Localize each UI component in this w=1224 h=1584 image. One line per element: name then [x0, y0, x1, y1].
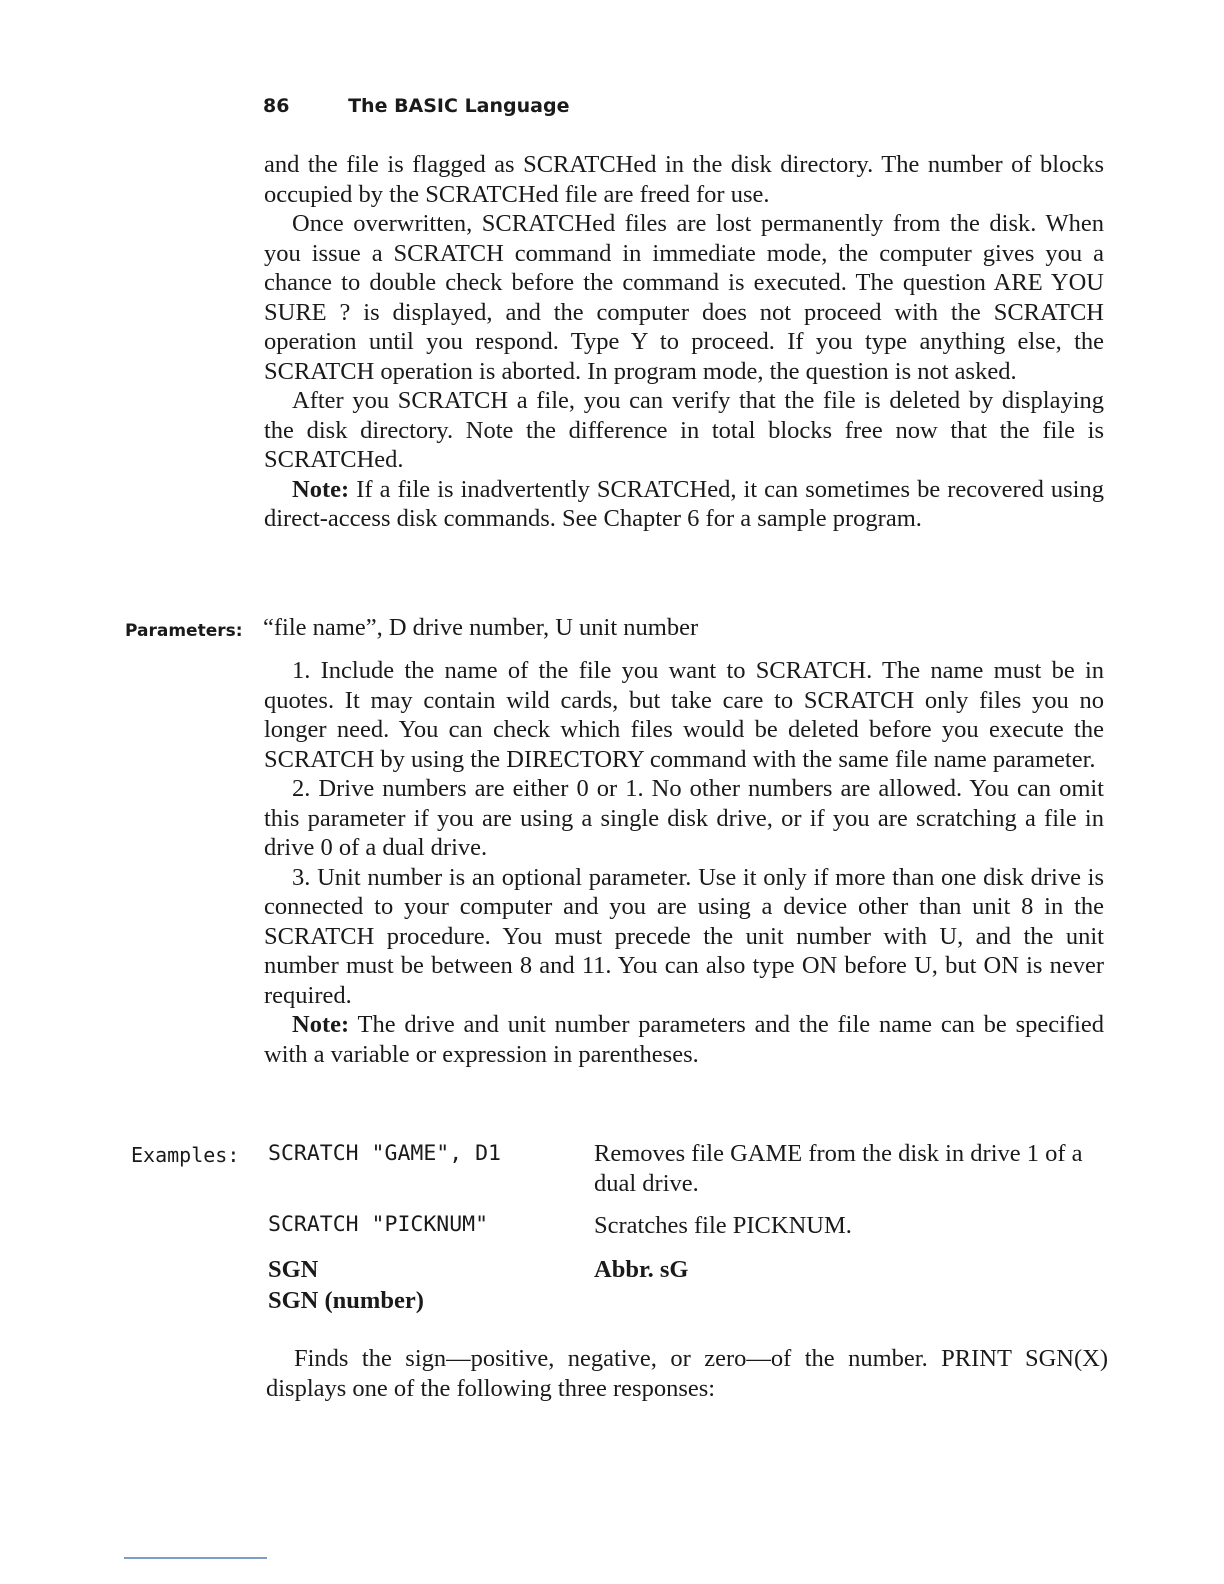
- intro-note: [264, 475, 1104, 534]
- examples-label: Examples:: [131, 1143, 240, 1167]
- intro-section: [264, 150, 1104, 534]
- parameters-syntax: “file name”, D drive number, U unit number: [263, 614, 699, 641]
- example-description: Scratches file PICKNUM.: [594, 1212, 852, 1239]
- parameters-section: [264, 656, 1104, 1069]
- parameter-item-2: 2. Drive numbers are either 0 or 1. No other numbers are allowed. You can omit this parameter if you are using a single disk drive, or if you are scratching a file in drive 0 of a dual drive.: [264, 775, 1104, 861]
- parameters-label: Parameters:: [125, 621, 243, 641]
- note-text: If a file is inadvertently SCRATCHed, it can sometimes be recovered using direct-access disk commands. See Chapter 6 for a sample program.: [264, 475, 1104, 532]
- sgn-section: [266, 1344, 1108, 1403]
- example-command: SCRATCH "PICKNUM": [268, 1212, 489, 1237]
- running-header: [263, 95, 569, 117]
- sgn-abbreviation: Abbr. sG: [594, 1256, 689, 1283]
- page-number: 86: [263, 95, 290, 117]
- note-text: The drive and unit number parameters and the file name can be specified with a variable or expression in parentheses.: [264, 1011, 1104, 1068]
- running-title: The BASIC Language: [348, 95, 570, 117]
- example-command: SCRATCH "GAME", D1: [268, 1141, 501, 1166]
- intro-paragraph-1: and the file is flagged as SCRATCHed in the disk directory. The number of blocks occupied by the SCRATCHed file are freed for use.: [264, 151, 1104, 208]
- parameter-item-3: 3. Unit number is an optional parameter. Use it only if more than one disk drive is connected to your computer and you are using a device other than unit 8 in the SCRATCH procedure. You must precede the unit number with U, and the unit number must be between 8 and 11. You can also type ON before U, but ON is never required.: [264, 863, 1104, 1009]
- sgn-description: Finds the sign—positive, negative, or zero—of the number. PRINT SGN(X) displays one of the following three responses:: [266, 1345, 1108, 1402]
- note-label: Note:: [292, 475, 350, 503]
- example-description: Removes file GAME from the disk in drive 1 of a dual drive.: [594, 1140, 1083, 1197]
- parameters-note: [264, 1010, 1104, 1069]
- intro-paragraph-3: After you SCRATCH a file, you can verify that the file is deleted by displaying the disk directory. Note the difference in total blocks free now that the file is SCRATCHed.: [264, 387, 1104, 473]
- intro-paragraph-2: Once overwritten, SCRATCHed files are lost permanently from the disk. When you issue a SCRATCH command in immediate mode, the computer gives you a chance to double check before the command is executed. The question ARE YOU SURE ? is displayed, and the computer does not proceed with the SCRATCH operation until you respond. Type Y to proceed. If you type anything else, the SCRATCH operation is aborted. In program mode, the question is not asked.: [264, 210, 1104, 385]
- sgn-keyword: SGN: [268, 1256, 319, 1283]
- sgn-syntax: SGN (number): [268, 1287, 424, 1314]
- parameter-item-1: 1. Include the name of the file you want to SCRATCH. The name must be in quotes. It may contain wild cards, but take care to SCRATCH only files you no longer need. You can check which files would be deleted before you execute the SCRATCH by using the DIRECTORY command with the same file name parameter.: [264, 657, 1104, 773]
- note-label: Note:: [292, 1011, 350, 1038]
- footer-rule: [124, 1557, 267, 1559]
